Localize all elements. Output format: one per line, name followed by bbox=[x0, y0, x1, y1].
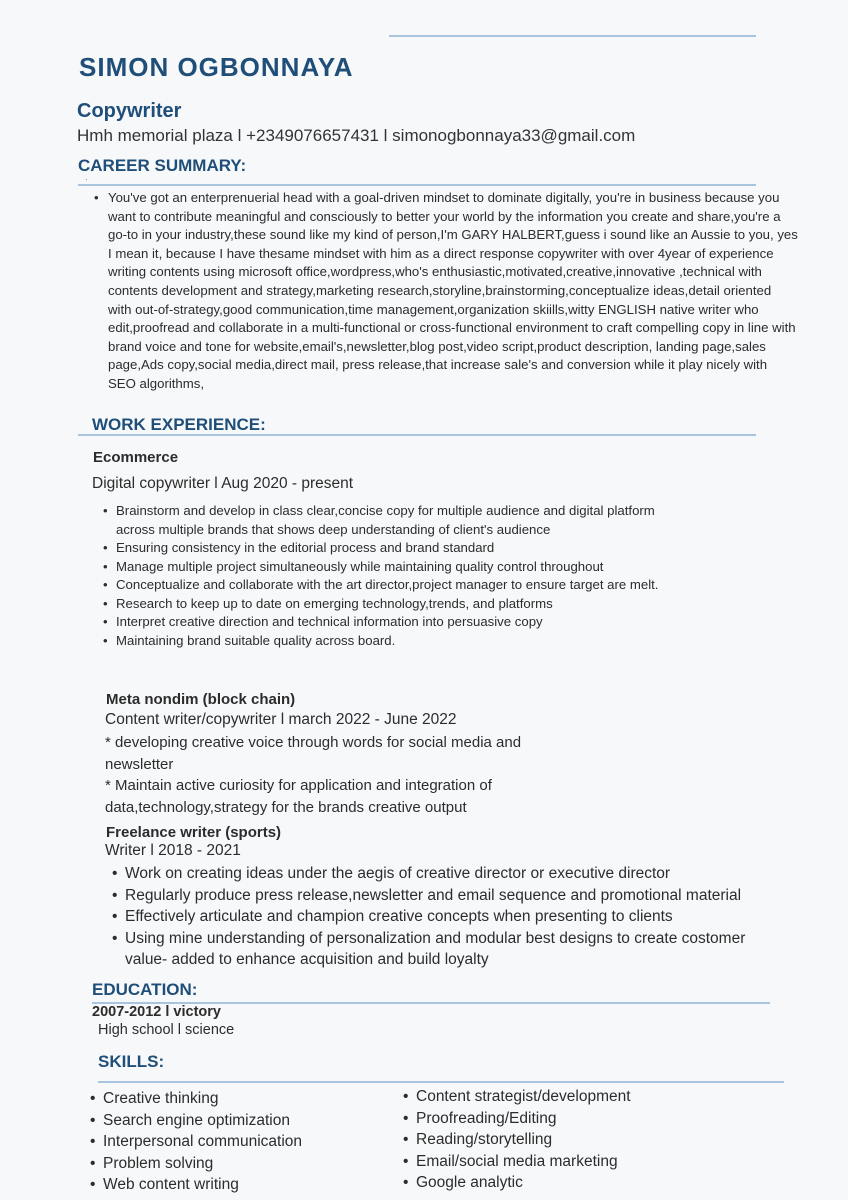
skill-item: • Web content writing bbox=[103, 1174, 302, 1196]
skill-item: • Proofreading/Editing bbox=[416, 1108, 631, 1130]
skill-item: • Search engine optimization bbox=[103, 1110, 302, 1132]
job1-bullet: • Brainstorm and develop in class clear,concise copy for multiple audience and digital platform across multiple brands that shows deep understanding of client's audience bbox=[116, 502, 676, 539]
job2-role: Content writer/copywriter l march 2022 - June 2022 bbox=[105, 711, 457, 728]
job1-bullet: • Conceptualize and collaborate with the art director,project manager to ensure target are melt. bbox=[116, 576, 676, 595]
job1-role: Digital copywriter l Aug 2020 - present bbox=[92, 475, 354, 492]
job1-company: Ecommerce bbox=[93, 449, 179, 466]
skills-rule bbox=[98, 1081, 784, 1083]
career-summary-rule bbox=[78, 184, 756, 186]
job2-company: Meta nondim (block chain) bbox=[106, 691, 296, 708]
education-level-field: High school l science bbox=[98, 1022, 235, 1038]
job3-bullet-list bbox=[125, 863, 785, 971]
job1-bullet: • Interpret creative direction and technical information into persuasive copy bbox=[116, 613, 676, 632]
skills-list-left bbox=[103, 1088, 302, 1196]
job2-line-1: * developing creative voice through words for social media and newsletter bbox=[105, 734, 522, 773]
job3-bullet: • Using mine understanding of personalization and modular best designs to create costomer value- added to enhance acquisition and build loyalty bbox=[125, 928, 785, 971]
contact-info: Hmh memorial plaza l +2349076657431 l simonogbonnaya33@gmail.com bbox=[77, 126, 636, 145]
summary-marker: · bbox=[85, 175, 88, 184]
candidate-name: SIMON OGBONNAYA bbox=[79, 52, 354, 82]
job3-bullet: • Effectively articulate and champion creative concepts when presenting to clients bbox=[125, 906, 785, 928]
education-heading: EDUCATION: bbox=[92, 980, 198, 999]
skill-item: • Creative thinking bbox=[103, 1088, 302, 1110]
job-title: Copywriter bbox=[77, 100, 182, 122]
job1-bullet-list bbox=[116, 502, 676, 650]
job1-bullet: • Maintaining brand suitable quality across board. bbox=[116, 632, 676, 651]
skill-item: • Interpersonal communication bbox=[103, 1131, 302, 1153]
education-years-school: 2007-2012 l victory bbox=[92, 1004, 221, 1020]
skill-item: • Reading/storytelling bbox=[416, 1129, 631, 1151]
work-experience-heading: WORK EXPERIENCE: bbox=[92, 415, 266, 434]
work-experience-rule bbox=[78, 434, 756, 436]
job3-company: Freelance writer (sports) bbox=[106, 824, 282, 841]
skills-list-right bbox=[416, 1086, 631, 1194]
header-top-rule bbox=[389, 35, 756, 37]
job1-bullet: • Ensuring consistency in the editorial process and brand standard bbox=[116, 539, 676, 558]
job3-role: Writer l 2018 - 2021 bbox=[105, 842, 241, 859]
job3-bullet: • Work on creating ideas under the aegis of creative director or executive director bbox=[125, 863, 785, 885]
job2-line-2: * Maintain active curiosity for application and integration of data,technology,strategy for the brands creative output bbox=[105, 777, 492, 816]
skill-item: • Content strategist/development bbox=[416, 1086, 631, 1108]
career-summary-list bbox=[108, 189, 798, 394]
career-summary-text: • You've got an enterprenuerial head with a goal-driven mindset to dominate digitally, you're in business because you want to contribute meaningful and consciously to better your world by the information you create and share,you're a go-to in your industry,these sound like my kind of person,I'm GARY HALBERT,guess i sound like an Aussie to you, yes I mean it, because I have thesame mindset with him as a direct response copywriter with over 4year of experience writing contents using microsoft office,wordpress,who's enthusiastic,motivated,creative,innovative ,technical with contents development and strategy,marketing research,storyline,brainstorming,conceptualize ideas,detail oriented with out-of-strategy,good communication,time management,organization skiills,witty ENGLISH native writer who edit,proofread and collaborate in a multi-functional or cross-functional environment to craft compelling copy in line with brand voice and tone for website,email's,newsletter,blog post,video script,product description, landing page,sales page,Ads copy,social media,direct mail, press release,that increase sale's and conversion while it play nicely with SEO algorithms, bbox=[108, 189, 798, 394]
job1-bullet: • Manage multiple project simultaneously while maintaining quality control throughout bbox=[116, 558, 676, 577]
skill-item: • Problem solving bbox=[103, 1153, 302, 1175]
job1-bullet: • Research to keep up to date on emerging technology,trends, and platforms bbox=[116, 595, 676, 614]
skills-heading: SKILLS: bbox=[98, 1052, 165, 1071]
skill-item: • Google analytic bbox=[416, 1172, 631, 1194]
job3-bullet: • Regularly produce press release,newsletter and email sequence and promotional material bbox=[125, 885, 785, 907]
career-summary-heading: CAREER SUMMARY: bbox=[78, 156, 247, 175]
skill-item: • Email/social media marketing bbox=[416, 1151, 631, 1173]
